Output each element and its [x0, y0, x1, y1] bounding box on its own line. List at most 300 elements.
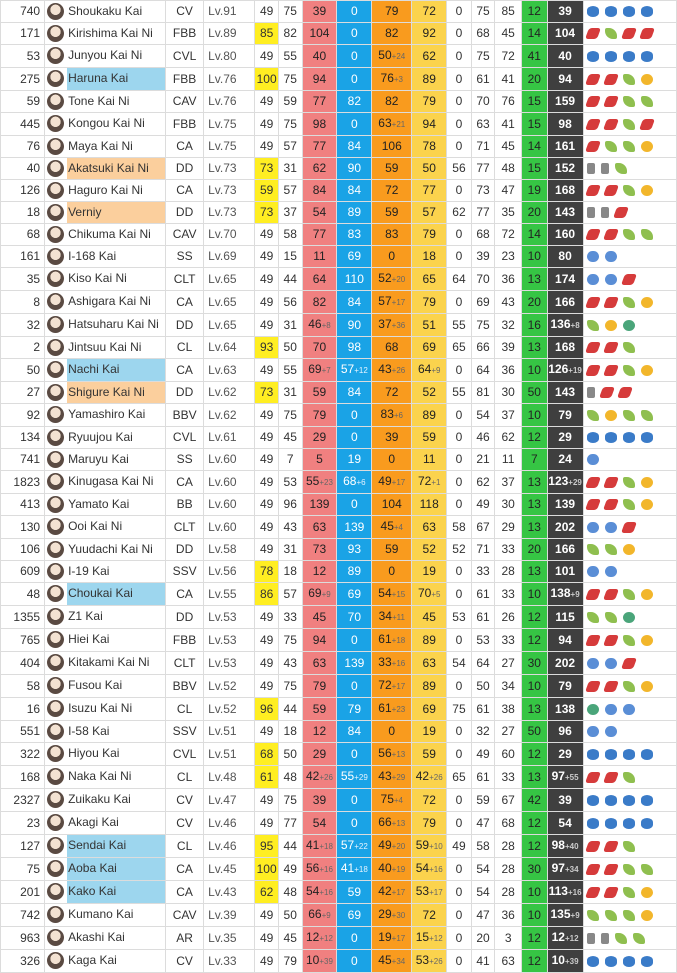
- ship-name-cell[interactable]: [45, 721, 166, 743]
- table-row[interactable]: [1, 23, 677, 45]
- ship-level: [204, 835, 255, 858]
- stat-antiair-value: 57: [340, 838, 355, 852]
- ship-name[interactable]: I-58 Kai: [68, 724, 110, 738]
- stat-slots: [521, 606, 547, 629]
- ship-name[interactable]: Sendai Kai: [67, 835, 165, 857]
- ship-name-cell[interactable]: [45, 427, 166, 449]
- stat-torpedo-bonus: +29: [391, 773, 406, 782]
- table-row[interactable]: [1, 158, 677, 180]
- ship-type-value: CV: [176, 953, 193, 968]
- stat-hp: [547, 494, 583, 516]
- table-row[interactable]: [1, 539, 677, 561]
- stat-hp: [547, 927, 583, 950]
- table-row[interactable]: [1, 606, 677, 629]
- avatar: [47, 47, 64, 64]
- stat-antiair-value: 55: [340, 769, 355, 783]
- ship-name-cell[interactable]: [45, 337, 166, 359]
- ship-name-cell[interactable]: [45, 246, 166, 268]
- stat-torpedo: [372, 158, 412, 180]
- stat-a-value: 100: [256, 861, 277, 876]
- ship-name-cell[interactable]: [45, 812, 166, 835]
- gun-icon: [585, 342, 601, 353]
- ship-name[interactable]: Hatsuharu Kai Ni: [68, 317, 159, 331]
- stat-torpedo: [372, 539, 412, 561]
- stat-a: [255, 382, 279, 404]
- stat-hp-value: 202: [555, 655, 576, 670]
- stat-b: [278, 224, 302, 246]
- ship-name[interactable]: Maya Kai Ni: [68, 139, 133, 153]
- table-row[interactable]: [1, 516, 677, 539]
- stat-torpedo: [372, 382, 412, 404]
- stat-evasion-value: 89: [422, 407, 436, 422]
- stat-speed: [495, 23, 522, 45]
- ship-id: [1, 789, 45, 812]
- table-row[interactable]: [1, 45, 677, 68]
- stat-a-value: 96: [259, 701, 274, 716]
- ship-name[interactable]: Ashigara Kai Ni: [68, 294, 151, 308]
- ship-name-cell[interactable]: [45, 91, 166, 113]
- ship-name-cell[interactable]: [45, 675, 166, 698]
- gun-icon: [603, 342, 619, 353]
- stat-luck: [471, 629, 495, 652]
- stat-torpedo-bonus: +15: [391, 590, 406, 599]
- ship-name[interactable]: Yamato Kai: [68, 497, 130, 511]
- stat-evasion-value: 51: [422, 317, 436, 332]
- stat-luck: [471, 471, 495, 494]
- ship-name[interactable]: Jintsuu Kai Ni: [68, 340, 142, 354]
- drum-icon: [587, 163, 595, 174]
- stat-firepower: [302, 904, 337, 927]
- ship-name[interactable]: Naka Kai Ni: [68, 769, 132, 783]
- stat-b-value: 18: [283, 724, 297, 738]
- ship-type-value: CL: [176, 701, 193, 716]
- stat-hp-value: 126: [548, 362, 569, 376]
- ship-name-cell[interactable]: [45, 359, 166, 382]
- stat-evasion-value: 53: [415, 953, 430, 967]
- stat-firepower: [302, 835, 337, 858]
- ship-name[interactable]: Aoba Kai: [67, 858, 165, 880]
- gun-icon: [585, 864, 601, 875]
- rad-icon: [623, 229, 635, 240]
- stat-a: [255, 881, 279, 904]
- table-row[interactable]: [1, 224, 677, 246]
- equipment-icons: [583, 404, 676, 427]
- equipment-icons: [583, 136, 676, 158]
- stat-luck-value: 75: [476, 317, 490, 332]
- table-row[interactable]: [1, 180, 677, 202]
- tor-icon: [605, 522, 617, 533]
- stat-luck-value: 69: [476, 294, 490, 309]
- ship-id: [1, 743, 45, 766]
- sea-icon: [623, 320, 635, 331]
- plane-icon: [641, 6, 653, 17]
- ship-id-value: 58: [26, 678, 41, 693]
- ship-name[interactable]: Kirishima Kai Ni: [68, 26, 153, 40]
- ship-name-cell[interactable]: [45, 881, 166, 904]
- stat-g-value: 62: [452, 205, 466, 219]
- gun-icon: [585, 185, 601, 196]
- stat-g: [447, 359, 472, 382]
- stat-speed: [495, 136, 522, 158]
- ship-name-cell[interactable]: [45, 180, 166, 202]
- stat-slots: [521, 1, 547, 23]
- ship-name[interactable]: Z1 Kai: [68, 609, 103, 623]
- table-row[interactable]: [1, 404, 677, 427]
- avatar: [47, 204, 64, 221]
- ship-name-cell[interactable]: [45, 606, 166, 629]
- plane-icon: [623, 51, 635, 62]
- stat-firepower-value: 45: [312, 609, 327, 624]
- ship-name[interactable]: Hiei Kai: [68, 632, 110, 646]
- stat-antiair-value: 69: [347, 907, 361, 922]
- ship-name-cell[interactable]: [45, 583, 166, 606]
- ship-name[interactable]: Akatsuki Kai Ni: [67, 158, 165, 179]
- stat-firepower: [302, 606, 337, 629]
- stat-b-value: 48: [283, 769, 297, 784]
- stat-b-value: 15: [283, 249, 297, 263]
- ship-name[interactable]: Kako Kai: [67, 881, 165, 903]
- ship-name-cell[interactable]: [45, 789, 166, 812]
- ship-name[interactable]: Haguro Kai Ni: [68, 183, 143, 197]
- ship-name[interactable]: Shigure Kai Ni: [67, 382, 165, 403]
- ship-name[interactable]: Ooi Kai Ni: [68, 519, 123, 533]
- stat-hp: [547, 675, 583, 698]
- stat-g-value: 55: [452, 385, 466, 399]
- equipment-icons: [583, 268, 676, 291]
- stat-hp-value: 166: [555, 542, 576, 556]
- ship-type-value: CAV: [172, 94, 197, 108]
- table-row[interactable]: [1, 246, 677, 268]
- stat-a: [255, 583, 279, 606]
- avatar: [47, 226, 64, 243]
- table-row[interactable]: [1, 268, 677, 291]
- stat-firepower-bonus: +16: [319, 888, 333, 897]
- tor-icon: [587, 726, 599, 737]
- stat-firepower-bonus: +26: [319, 773, 333, 782]
- ship-name-cell[interactable]: [45, 268, 166, 291]
- tor-icon: [605, 251, 617, 262]
- stat-speed: [495, 1, 522, 23]
- ship-name[interactable]: I-19 Kai: [68, 564, 110, 578]
- ship-name-cell[interactable]: [45, 158, 166, 180]
- table-row[interactable]: [1, 337, 677, 359]
- ship-type-value: CA: [176, 586, 193, 601]
- ship-name-cell[interactable]: [45, 858, 166, 881]
- table-row[interactable]: [1, 766, 677, 789]
- ship-name[interactable]: Fusou Kai: [68, 678, 123, 692]
- ship-name-cell[interactable]: [45, 629, 166, 652]
- stat-hp-value: 79: [558, 678, 572, 693]
- stat-evasion-value: 79: [422, 294, 436, 309]
- ship-name[interactable]: Zuikaku Kai: [68, 792, 131, 806]
- table-row[interactable]: [1, 835, 677, 858]
- stat-evasion-value: 50: [422, 161, 436, 175]
- table-row[interactable]: [1, 904, 677, 927]
- stat-hp-value: 138: [555, 701, 576, 716]
- table-row[interactable]: [1, 68, 677, 91]
- avatar: [47, 563, 64, 580]
- stat-speed: [495, 404, 522, 427]
- stat-speed-value: 72: [501, 227, 515, 241]
- ship-name-cell[interactable]: [45, 45, 166, 68]
- ship-id: [1, 404, 45, 427]
- table-row[interactable]: [1, 1, 677, 23]
- stat-luck: [471, 45, 495, 68]
- ship-name-cell[interactable]: [45, 291, 166, 314]
- ship-name[interactable]: Haruna Kai: [67, 68, 165, 90]
- plane-icon: [605, 749, 617, 760]
- stat-torpedo-value: 54: [378, 586, 392, 600]
- gun-icon: [585, 499, 601, 510]
- ship-level-value: Lv.91: [208, 4, 237, 18]
- ship-type-value: CA: [176, 474, 193, 489]
- ship-name-cell[interactable]: [45, 743, 166, 766]
- stat-a-value: 49: [259, 907, 274, 922]
- stat-antiair-value: 0: [350, 678, 358, 693]
- table-row[interactable]: [1, 629, 677, 652]
- stat-firepower-value: 98: [312, 116, 327, 131]
- ship-name[interactable]: Kumano Kai: [68, 907, 134, 921]
- stat-speed-value: 47: [501, 183, 515, 197]
- ship-id-value: 609: [20, 564, 41, 578]
- stat-firepower-value: 63: [312, 655, 327, 670]
- stat-evasion: [412, 539, 447, 561]
- table-row[interactable]: [1, 743, 677, 766]
- stat-a-value: 49: [259, 452, 274, 466]
- stat-g-value: 0: [455, 249, 463, 263]
- ship-name[interactable]: Hiyou Kai: [68, 746, 120, 760]
- ship-level: [204, 45, 255, 68]
- table-row[interactable]: [1, 471, 677, 494]
- ship-name-cell[interactable]: [45, 904, 166, 927]
- stat-evasion-value: 42: [415, 769, 430, 783]
- stat-antiair-bonus: +29: [354, 773, 368, 782]
- ship-id-value: 765: [20, 632, 41, 647]
- stat-b-value: 44: [283, 271, 297, 286]
- table-row[interactable]: [1, 789, 677, 812]
- ship-level-value: Lv.39: [208, 907, 237, 922]
- ship-type: [166, 583, 204, 606]
- stat-firepower: [302, 449, 337, 471]
- ship-name[interactable]: Isuzu Kai Ni: [68, 701, 133, 715]
- table-row[interactable]: [1, 136, 677, 158]
- gun-icon: [603, 297, 619, 308]
- ship-name[interactable]: Kinugasa Kai Ni: [68, 474, 154, 488]
- ship-name-cell[interactable]: [45, 449, 166, 471]
- table-row[interactable]: [1, 113, 677, 136]
- ship-table-body: [1, 1, 677, 973]
- ship-id: [1, 91, 45, 113]
- ship-name-cell[interactable]: [45, 766, 166, 789]
- stat-evasion: [412, 359, 447, 382]
- equipment-icons: [583, 652, 676, 675]
- ship-name-cell[interactable]: [45, 23, 166, 45]
- ship-name-cell[interactable]: [45, 561, 166, 583]
- stat-torpedo: [372, 698, 412, 721]
- stat-torpedo-value: 0: [388, 724, 396, 738]
- ship-name-cell[interactable]: [45, 516, 166, 539]
- table-row[interactable]: [1, 314, 677, 337]
- stat-speed-value: 68: [501, 815, 515, 830]
- ship-id: [1, 382, 45, 404]
- stat-antiair: [337, 404, 372, 427]
- ship-name-cell[interactable]: [45, 471, 166, 494]
- ship-name[interactable]: Verniy: [67, 202, 165, 223]
- drum-icon: [601, 163, 609, 174]
- ship-name[interactable]: Kaga Kai: [68, 953, 117, 967]
- table-row[interactable]: [1, 291, 677, 314]
- stat-g: [447, 1, 472, 23]
- rad-icon: [623, 141, 635, 152]
- ship-name-cell[interactable]: [45, 494, 166, 516]
- stat-a-value: 49: [259, 655, 274, 670]
- plane-icon: [641, 956, 653, 967]
- stat-torpedo-value: 39: [385, 430, 399, 444]
- ship-level-value: Lv.46: [208, 838, 237, 853]
- equipment-icons: [583, 927, 676, 950]
- ship-level-value: Lv.33: [208, 953, 237, 968]
- table-row[interactable]: [1, 449, 677, 471]
- ship-level: [204, 314, 255, 337]
- table-row[interactable]: [1, 91, 677, 113]
- avatar: [47, 406, 64, 423]
- stat-slots: [521, 68, 547, 91]
- table-row[interactable]: [1, 721, 677, 743]
- ship-name-cell[interactable]: [45, 1, 166, 23]
- shell-icon: [641, 635, 653, 646]
- ship-name[interactable]: Nachi Kai: [67, 359, 165, 381]
- table-row[interactable]: [1, 881, 677, 904]
- stat-luck-value: 41: [476, 953, 490, 968]
- table-row[interactable]: [1, 812, 677, 835]
- equipment-icons: [583, 23, 676, 45]
- table-row[interactable]: [1, 561, 677, 583]
- shell-icon: [641, 910, 653, 921]
- table-row[interactable]: [1, 202, 677, 224]
- avatar: [47, 115, 64, 132]
- stat-hp-value: 97: [551, 769, 565, 783]
- stat-b-value: 56: [283, 294, 297, 309]
- ship-name[interactable]: Maruyu Kai: [68, 452, 129, 466]
- table-row[interactable]: [1, 927, 677, 950]
- stat-g-value: 0: [455, 724, 463, 738]
- stat-luck: [471, 449, 495, 471]
- ship-name[interactable]: Shoukaku Kai: [68, 4, 143, 18]
- ship-name-cell[interactable]: [45, 539, 166, 561]
- table-row[interactable]: [1, 382, 677, 404]
- stat-speed-value: 33: [501, 632, 515, 647]
- stat-evasion-value: 89: [422, 678, 436, 693]
- table-row[interactable]: [1, 583, 677, 606]
- ship-name[interactable]: Yamashiro Kai: [68, 407, 146, 421]
- stat-evasion-value: 72: [417, 474, 432, 488]
- ship-name-cell[interactable]: [45, 698, 166, 721]
- ship-name[interactable]: Junyou Kai Ni: [68, 48, 143, 62]
- stat-speed-value: 67: [501, 792, 515, 807]
- ship-name-cell[interactable]: [45, 314, 166, 337]
- stat-g: [447, 113, 472, 136]
- table-row[interactable]: [1, 494, 677, 516]
- ship-name-cell[interactable]: [45, 136, 166, 158]
- stat-torpedo: [372, 743, 412, 766]
- equipment-icons: [583, 91, 676, 113]
- stat-torpedo-value: 37: [378, 317, 392, 331]
- stat-b-value: 45: [283, 930, 297, 945]
- ship-name-cell[interactable]: [45, 927, 166, 950]
- stat-b: [278, 113, 302, 136]
- ship-name[interactable]: Kitakami Kai Ni: [68, 655, 150, 669]
- stat-luck: [471, 136, 495, 158]
- stat-a-value: 49: [259, 249, 274, 263]
- ship-level-value: Lv.45: [208, 861, 237, 876]
- ship-name[interactable]: Akagi Kai: [68, 815, 119, 829]
- ship-level-value: Lv.60: [208, 519, 237, 534]
- ship-name-cell[interactable]: [45, 404, 166, 427]
- ship-name[interactable]: Choukai Kai: [67, 583, 165, 605]
- stat-b: [278, 471, 302, 494]
- ship-name-cell[interactable]: [45, 835, 166, 858]
- avatar: [47, 929, 64, 946]
- ship-name[interactable]: Akashi Kai: [68, 930, 125, 944]
- stat-antiair: [337, 314, 372, 337]
- stat-torpedo-bonus: +19: [391, 865, 406, 874]
- ship-name[interactable]: Tone Kai Ni: [68, 94, 130, 108]
- table-row[interactable]: [1, 359, 677, 382]
- ship-name[interactable]: Kiso Kai Ni: [68, 271, 127, 285]
- table-row[interactable]: [1, 675, 677, 698]
- stat-evasion-value: 79: [422, 227, 436, 241]
- stat-torpedo-bonus: +18: [391, 636, 406, 645]
- ship-name-cell[interactable]: [45, 382, 166, 404]
- ship-level: [204, 382, 255, 404]
- stat-a-value: 49: [259, 519, 274, 534]
- ship-id-value: 168: [20, 769, 41, 784]
- table-row[interactable]: [1, 858, 677, 881]
- stat-luck-value: 63: [476, 116, 490, 131]
- ship-name-cell[interactable]: [45, 68, 166, 91]
- stat-speed-value: 38: [501, 701, 515, 716]
- stat-a: [255, 494, 279, 516]
- ship-name-cell[interactable]: [45, 652, 166, 675]
- table-row[interactable]: [1, 698, 677, 721]
- avatar: [47, 700, 64, 717]
- ship-name[interactable]: I-168 Kai: [68, 249, 117, 263]
- ship-name[interactable]: Chikuma Kai Ni: [68, 227, 151, 241]
- ship-level-value: Lv.61: [208, 430, 237, 444]
- ship-name[interactable]: Ryuujou Kai: [68, 430, 133, 444]
- stat-speed: [495, 675, 522, 698]
- stat-b: [278, 835, 302, 858]
- ship-name-cell[interactable]: [45, 113, 166, 136]
- stat-b-value: 7: [286, 452, 294, 466]
- ship-name[interactable]: Kongou Kai Ni: [68, 116, 145, 130]
- stat-torpedo: [372, 904, 412, 927]
- stat-g-value: 0: [455, 861, 463, 876]
- stat-firepower-value: 42: [305, 769, 320, 783]
- stat-speed-value: 37: [501, 474, 515, 489]
- stat-evasion: [412, 561, 447, 583]
- equipment-icons: [583, 314, 676, 337]
- ship-name[interactable]: Yuudachi Kai Ni: [68, 542, 153, 556]
- stat-torpedo: [372, 224, 412, 246]
- stat-torpedo-bonus: +30: [391, 911, 406, 920]
- table-row[interactable]: [1, 652, 677, 675]
- table-row[interactable]: [1, 427, 677, 449]
- ship-id-value: 8: [33, 294, 41, 309]
- ship-name-cell[interactable]: [45, 224, 166, 246]
- ship-name-cell[interactable]: [45, 202, 166, 224]
- stat-speed-value: 33: [501, 542, 515, 556]
